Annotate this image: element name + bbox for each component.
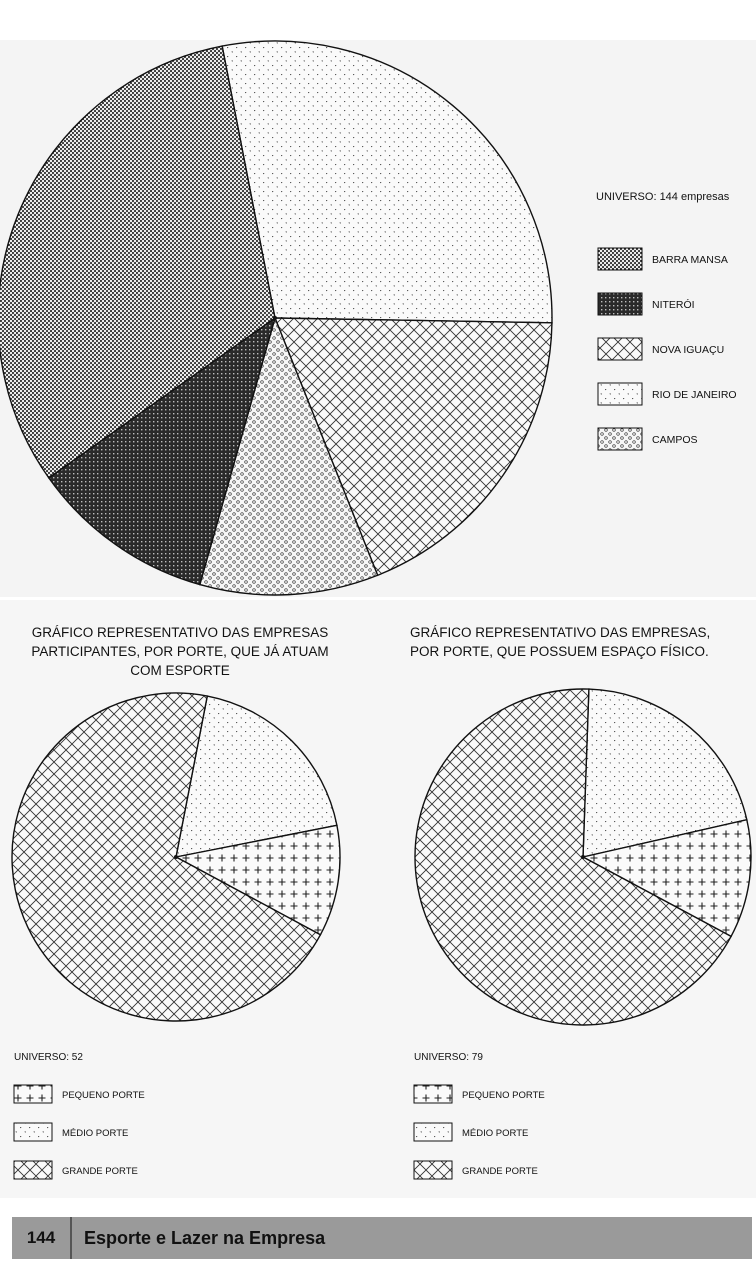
chart-cities-legend	[598, 248, 737, 450]
pie-center	[174, 855, 178, 859]
chart-space-title-line-1: GRÁFICO REPRESENTATIVO DAS EMPRESAS,	[410, 625, 711, 640]
legend-label-rio-de-janeiro: RIO DE JANEIRO	[652, 389, 737, 401]
legend-swatch-nova-iguacu	[598, 338, 642, 360]
chart-space-by-size	[410, 625, 751, 1179]
legend-swatch-pequeno-porte	[414, 1085, 452, 1103]
chart-sport-legend	[14, 1085, 145, 1179]
legend-swatch-barra-mansa	[598, 248, 642, 270]
chart-cities	[0, 41, 737, 595]
chart-sport-title-line-2: PARTICIPANTES, POR PORTE, QUE JÁ ATUAM	[31, 644, 329, 659]
legend-label-barra-mansa: BARRA MANSA	[652, 254, 728, 266]
chart-cities-universe: UNIVERSO: 144 empresas	[596, 191, 730, 203]
pie-center	[273, 316, 277, 320]
chart-sport-universe: UNIVERSO: 52	[14, 1052, 83, 1063]
legend-swatch-campos	[598, 428, 642, 450]
legend-swatch-pequeno-porte	[14, 1085, 52, 1103]
legend-label-pequeno-porte: PEQUENO PORTE	[462, 1090, 545, 1101]
legend-label-nova-iguacu: NOVA IGUAÇU	[652, 344, 725, 356]
legend-swatch-rio-de-janeiro	[598, 383, 642, 405]
legend-label-medio-porte: MÉDIO PORTE	[62, 1128, 129, 1139]
legend-swatch-medio-porte	[14, 1123, 52, 1141]
pie-center	[581, 855, 585, 859]
chart-space-title-line-2: POR PORTE, QUE POSSUEM ESPAÇO FÍSICO.	[410, 644, 709, 659]
legend-label-pequeno-porte: PEQUENO PORTE	[62, 1090, 145, 1101]
legend-label-grande-porte: GRANDE PORTE	[62, 1166, 138, 1177]
chart-space-universe: UNIVERSO: 79	[414, 1052, 483, 1063]
legend-label-campos: CAMPOS	[652, 434, 698, 446]
chart-space-legend	[414, 1085, 545, 1179]
pie-slice-rio-de-janeiro	[222, 41, 552, 323]
legend-swatch-grande-porte	[414, 1161, 452, 1179]
chart-sport-by-size	[12, 625, 340, 1179]
legend-swatch-niteroi	[598, 293, 642, 315]
page-number: 144	[12, 1217, 72, 1259]
chart-sport-title-line-1: GRÁFICO REPRESENTATIVO DAS EMPRESAS	[31, 625, 329, 640]
book-title: Esporte e Lazer na Empresa	[84, 1227, 326, 1248]
legend-label-niteroi: NITERÓI	[652, 299, 695, 311]
chart-sport-slices	[12, 693, 340, 1021]
legend-swatch-medio-porte	[414, 1123, 452, 1141]
chart-sport-title-line-3: COM ESPORTE	[130, 663, 230, 678]
legend-label-grande-porte: GRANDE PORTE	[462, 1166, 538, 1177]
chart-space-slices	[415, 689, 751, 1025]
chart-cities-slices	[0, 41, 552, 595]
legend-label-medio-porte: MÉDIO PORTE	[462, 1128, 529, 1139]
legend-swatch-grande-porte	[14, 1161, 52, 1179]
